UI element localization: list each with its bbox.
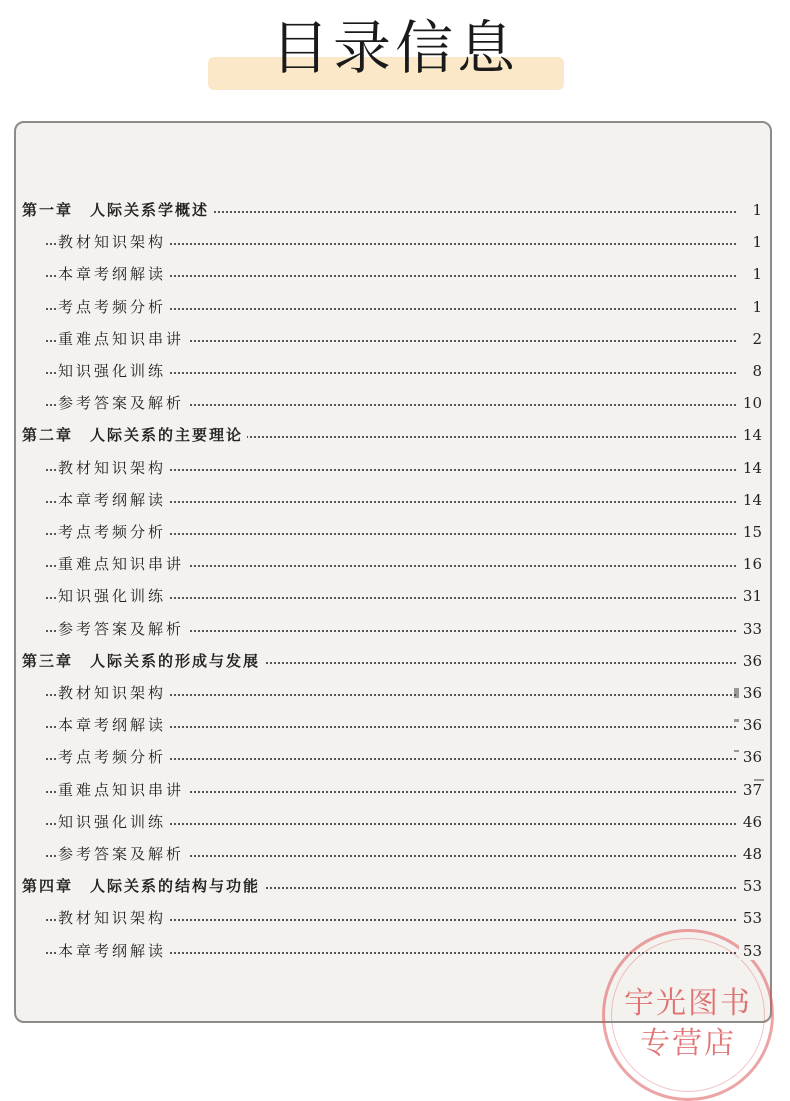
toc-section-row [16,388,770,420]
toc-page-number: 14 [739,491,762,509]
header-banner [0,0,790,110]
toc-entry-title: 第一章 人际关系学概述 [22,199,213,220]
toc-section-row [16,775,770,807]
toc-entry-title: 考点考频分析 [58,296,170,317]
toc-page-number: 36 [739,716,762,734]
toc-section-row [16,678,770,710]
toc-entry-title: 本章考纲解读 [58,714,170,735]
toc-section-row [16,324,770,356]
toc-section-row [16,581,770,613]
toc-page-number: 31 [739,587,762,605]
toc-page-number: 36 [739,684,762,702]
toc-section-row [16,742,770,774]
toc-entry-title: 知识强化训练 [58,585,170,606]
toc-page-number: 14 [739,426,762,444]
toc-section-row [16,807,770,839]
toc-entry-title: 参考答案及解析 [58,618,188,639]
toc-page-number: 1 [748,233,762,251]
toc-entry-title: 考点考频分析 [58,746,170,767]
toc-section-row [16,549,770,581]
toc-page-number: 1 [748,298,762,316]
toc-entry-title: 知识强化训练 [58,360,170,381]
toc-page-number: 8 [748,362,762,380]
toc-page-number: 10 [739,394,762,412]
toc-section-row [16,453,770,485]
toc-entry-title: 教材知识架构 [58,231,170,252]
page-title: 目录信息 [270,14,519,82]
toc-page-number: 33 [739,620,762,638]
seal-text-line2: 专营店 [640,1026,736,1061]
toc-page-number: 53 [739,909,762,927]
toc-entry-title: 第三章 人际关系的形成与发展 [22,650,264,671]
toc-entry-title: 第二章 人际关系的主要理论 [22,424,247,445]
toc-page-number: 46 [739,813,762,831]
toc-section-row [16,292,770,324]
toc-page-number: 36 [739,652,762,670]
toc-page-scan [14,121,772,1061]
toc-page-number: 16 [739,555,762,573]
toc-entry-title: 本章考纲解读 [58,489,170,510]
toc-section-row [16,839,770,871]
toc-entry-title: 重难点知识串讲 [58,328,188,349]
toc-entry-title: 重难点知识串讲 [58,779,188,800]
toc-entry-title: 教材知识架构 [58,457,170,478]
toc-page-number: 36 [739,748,762,766]
toc-section-row [16,614,770,646]
toc-entry-title: 考点考频分析 [58,521,170,542]
toc-entry-title: 第四章 人际关系的结构与功能 [22,875,264,896]
toc-section-row [16,356,770,388]
toc-chapter-row [16,646,770,678]
toc-page-number: 48 [739,845,762,863]
toc-section-row [16,259,770,291]
toc-entry-title: 本章考纲解读 [58,263,170,284]
toc-section-row [16,903,770,935]
toc-page-number: 53 [739,942,762,960]
toc-page-number: 2 [748,330,762,348]
toc-entry-title: 参考答案及解析 [58,392,188,413]
toc-chapter-row [16,420,770,452]
toc-entry-title: 参考答案及解析 [58,843,188,864]
toc-chapter-row [16,195,770,227]
toc-entry-title: 知识强化训练 [58,811,170,832]
toc-page-number: 1 [748,201,762,219]
toc-section-row [16,517,770,549]
toc-page-number: 15 [739,523,762,541]
toc-page-number: 1 [748,265,762,283]
toc-entry-title: 重难点知识串讲 [58,553,188,574]
toc-entry-title: 本章考纲解读 [58,940,170,961]
toc-page-number: 14 [739,459,762,477]
toc-entry-title: 教材知识架构 [58,682,170,703]
toc-page-number: 37 [739,781,762,799]
toc-chapter-row [16,871,770,903]
toc-section-row [16,227,770,259]
toc-section-row [16,485,770,517]
toc-entry-title: 教材知识架构 [58,907,170,928]
toc-section-row [16,710,770,742]
toc-page-number: 53 [739,877,762,895]
seal-text-line1: 宇光图书 [624,986,752,1021]
